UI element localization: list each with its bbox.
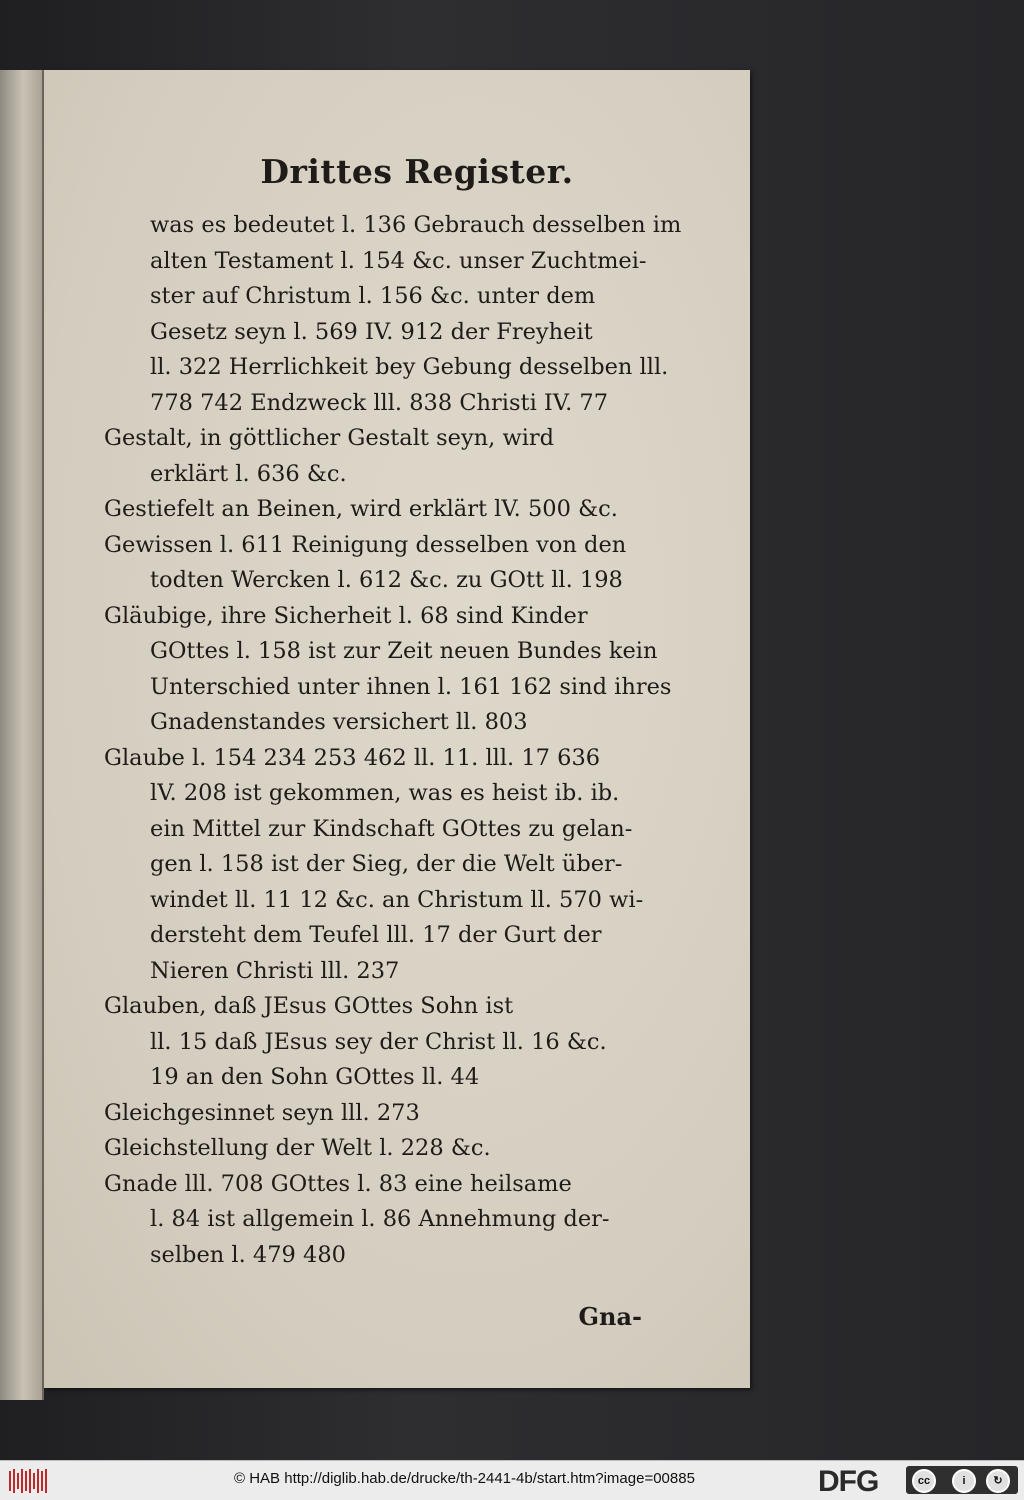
entry-line: 778 742 Endzweck lll. 838 Christi IV. 77: [150, 389, 609, 416]
entry-line: Unterschied unter ihnen l. 161 162 sind ihres: [150, 673, 672, 700]
book-page: [44, 70, 750, 1388]
index-entry: [104, 528, 680, 599]
entry-line: ll. 15 daß JEsus sey der Christ ll. 16 &c.: [150, 1028, 607, 1055]
index-entry: [104, 492, 680, 528]
entry-line: Gewissen l. 611 Reinigung desselben von den: [104, 531, 627, 558]
entry-line: 19 an den Sohn GOttes ll. 44: [150, 1064, 480, 1090]
entry-line: erklärt l. 636 &c.: [150, 460, 347, 487]
index-entry: [104, 1167, 680, 1274]
index-entry: [104, 1096, 680, 1132]
sa-icon: ↻: [986, 1469, 1010, 1493]
hab-logo-icon: [8, 1467, 48, 1495]
entry-line: GOttes l. 158 ist zur Zeit neuen Bundes kein: [150, 638, 658, 664]
entry-line: todten Wercken l. 612 &c. zu GOtt ll. 198: [150, 567, 623, 593]
index-entry: [104, 989, 680, 1096]
entry-line: Gesetz seyn l. 569 IV. 912 der Freyheit: [150, 318, 593, 345]
entry-line: gen l. 158 ist der Sieg, der die Welt über-: [150, 851, 623, 877]
copyright-link[interactable]: © HAB http://diglib.hab.de/drucke/th-2441-4b/start.htm?image=00885: [234, 1470, 695, 1487]
entry-line: selben l. 479 480: [150, 1241, 346, 1268]
footer-bar: [0, 1460, 1024, 1500]
entry-line: ster auf Christum l. 156 &c. unter dem: [150, 283, 596, 309]
entry-line: Gleichstellung der Welt l. 228 &c.: [104, 1135, 491, 1161]
page-header: Drittes Register.: [260, 152, 574, 191]
entry-line: Gläubige, ihre Sicherheit l. 68 sind Kinder: [104, 602, 588, 629]
entry-line: dersteht dem Teufel lll. 17 der Gurt der: [150, 922, 602, 948]
left-page-edge: [0, 70, 44, 1400]
index-entries: [104, 208, 680, 1273]
entry-line: Glaube l. 154 234 253 462 ll. 11. lll. 17 636: [104, 744, 601, 771]
entry-line: windet ll. 11 12 &c. an Christum ll. 570 wi-: [150, 886, 644, 913]
entry-line: lV. 208 ist gekommen, was es heist ib. ib.: [150, 780, 620, 806]
cc-license-badge[interactable]: [906, 1466, 1018, 1494]
catchword: Gna-: [578, 1302, 642, 1331]
index-entry: [104, 599, 680, 741]
entry-line: was es bedeutet l. 136 Gebrauch desselben im: [150, 212, 682, 238]
index-entry: [104, 421, 680, 492]
dfg-logo: DFG: [818, 1465, 879, 1498]
entry-line: Nieren Christi lll. 237: [150, 957, 400, 984]
cc-icon: cc: [912, 1469, 936, 1493]
index-entry: [104, 1131, 680, 1167]
entry-line: Gnade lll. 708 GOttes l. 83 eine heilsame: [104, 1170, 572, 1197]
entry-line: Gestiefelt an Beinen, wird erklärt lV. 500 &c.: [104, 496, 618, 522]
by-icon: i: [952, 1469, 976, 1493]
entry-line: alten Testament l. 154 &c. unser Zuchtmei-: [150, 247, 647, 274]
index-entry: [104, 208, 680, 421]
entry-line: Gnadenstandes versichert ll. 803: [150, 709, 528, 735]
entry-line: ein Mittel zur Kindschaft GOttes zu gelan-: [150, 815, 633, 842]
entry-line: l. 84 ist allgemein l. 86 Annehmung der-: [150, 1206, 610, 1232]
entry-line: ll. 322 Herrlichkeit bey Gebung desselben lll.: [150, 354, 669, 380]
entry-line: Gleichgesinnet seyn lll. 273: [104, 1099, 420, 1126]
entry-line: Glauben, daß JEsus GOttes Sohn ist: [104, 993, 514, 1019]
index-entry: [104, 741, 680, 990]
entry-line: Gestalt, in göttlicher Gestalt seyn, wird: [104, 425, 555, 451]
